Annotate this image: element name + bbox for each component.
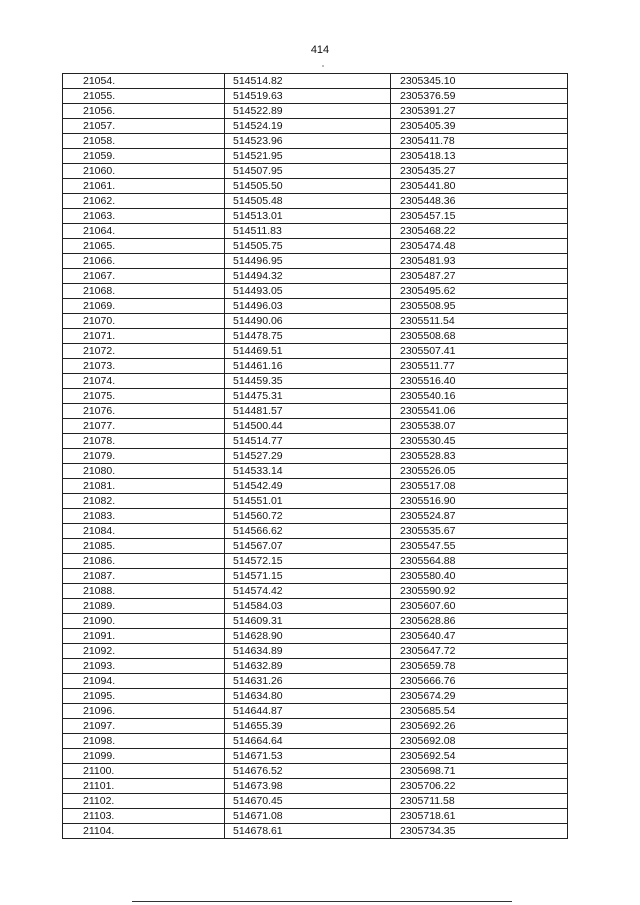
y-coordinate-cell: 2305435.27 [391, 164, 568, 179]
table-row [63, 554, 568, 569]
point-id-cell: 21089. [63, 599, 225, 614]
table-row [63, 524, 568, 539]
table-row [63, 344, 568, 359]
x-coordinate-cell: 514670.45 [225, 794, 391, 809]
x-coordinate-cell: 514678.61 [225, 824, 391, 839]
y-coordinate-cell: 2305674.29 [391, 689, 568, 704]
table-row [63, 614, 568, 629]
point-id-cell: 21083. [63, 509, 225, 524]
table-row [63, 404, 568, 419]
y-coordinate-cell: 2305628.86 [391, 614, 568, 629]
x-coordinate-cell: 514634.80 [225, 689, 391, 704]
y-coordinate-cell: 2305411.78 [391, 134, 568, 149]
x-coordinate-cell: 514671.53 [225, 749, 391, 764]
table-row [63, 269, 568, 284]
point-id-cell: 21080. [63, 464, 225, 479]
point-id-cell: 21072. [63, 344, 225, 359]
point-id-cell: 21096. [63, 704, 225, 719]
x-coordinate-cell: 514514.77 [225, 434, 391, 449]
table-row [63, 539, 568, 554]
table-row [63, 434, 568, 449]
x-coordinate-cell: 514664.64 [225, 734, 391, 749]
x-coordinate-cell: 514644.87 [225, 704, 391, 719]
x-coordinate-cell: 514524.19 [225, 119, 391, 134]
y-coordinate-cell: 2305474.48 [391, 239, 568, 254]
x-coordinate-cell: 514519.63 [225, 89, 391, 104]
y-coordinate-cell: 2305734.35 [391, 824, 568, 839]
x-coordinate-cell: 514522.89 [225, 104, 391, 119]
x-coordinate-cell: 514571.15 [225, 569, 391, 584]
scan-artifact [322, 65, 324, 67]
table-row [63, 584, 568, 599]
point-id-cell: 21065. [63, 239, 225, 254]
point-id-cell: 21102. [63, 794, 225, 809]
table-row [63, 224, 568, 239]
table-row [63, 134, 568, 149]
y-coordinate-cell: 2305468.22 [391, 224, 568, 239]
y-coordinate-cell: 2305590.92 [391, 584, 568, 599]
table-row [63, 419, 568, 434]
y-coordinate-cell: 2305530.45 [391, 434, 568, 449]
point-id-cell: 21095. [63, 689, 225, 704]
point-id-cell: 21099. [63, 749, 225, 764]
x-coordinate-cell: 514494.32 [225, 269, 391, 284]
x-coordinate-cell: 514496.03 [225, 299, 391, 314]
x-coordinate-cell: 514511.83 [225, 224, 391, 239]
point-id-cell: 21097. [63, 719, 225, 734]
table-row [63, 689, 568, 704]
point-id-cell: 21059. [63, 149, 225, 164]
x-coordinate-cell: 514493.05 [225, 284, 391, 299]
point-id-cell: 21082. [63, 494, 225, 509]
point-id-cell: 21074. [63, 374, 225, 389]
y-coordinate-cell: 2305448.36 [391, 194, 568, 209]
point-id-cell: 21090. [63, 614, 225, 629]
table-row [63, 764, 568, 779]
y-coordinate-cell: 2305526.05 [391, 464, 568, 479]
x-coordinate-cell: 514514.82 [225, 74, 391, 89]
y-coordinate-cell: 2305517.08 [391, 479, 568, 494]
x-coordinate-cell: 514500.44 [225, 419, 391, 434]
table-row [63, 119, 568, 134]
table-row [63, 779, 568, 794]
x-coordinate-cell: 514469.51 [225, 344, 391, 359]
y-coordinate-cell: 2305706.22 [391, 779, 568, 794]
x-coordinate-cell: 514505.48 [225, 194, 391, 209]
table-row [63, 719, 568, 734]
x-coordinate-cell: 514584.03 [225, 599, 391, 614]
table-row [63, 629, 568, 644]
point-id-cell: 21101. [63, 779, 225, 794]
table-row [63, 659, 568, 674]
y-coordinate-cell: 2305538.07 [391, 419, 568, 434]
point-id-cell: 21078. [63, 434, 225, 449]
x-coordinate-cell: 514609.31 [225, 614, 391, 629]
y-coordinate-cell: 2305391.27 [391, 104, 568, 119]
y-coordinate-cell: 2305376.59 [391, 89, 568, 104]
table-row [63, 89, 568, 104]
x-coordinate-cell: 514507.95 [225, 164, 391, 179]
point-id-cell: 21104. [63, 824, 225, 839]
point-id-cell: 21058. [63, 134, 225, 149]
x-coordinate-cell: 514572.15 [225, 554, 391, 569]
x-coordinate-cell: 514551.01 [225, 494, 391, 509]
y-coordinate-cell: 2305511.54 [391, 314, 568, 329]
x-coordinate-cell: 514523.96 [225, 134, 391, 149]
y-coordinate-cell: 2305580.40 [391, 569, 568, 584]
y-coordinate-cell: 2305516.90 [391, 494, 568, 509]
table-row [63, 314, 568, 329]
table-row [63, 329, 568, 344]
y-coordinate-cell: 2305405.39 [391, 119, 568, 134]
table-row [63, 464, 568, 479]
table-row [63, 749, 568, 764]
table-row [63, 494, 568, 509]
table-row [63, 389, 568, 404]
x-coordinate-cell: 514631.26 [225, 674, 391, 689]
point-id-cell: 21103. [63, 809, 225, 824]
y-coordinate-cell: 2305516.40 [391, 374, 568, 389]
y-coordinate-cell: 2305441.80 [391, 179, 568, 194]
point-id-cell: 21067. [63, 269, 225, 284]
point-id-cell: 21100. [63, 764, 225, 779]
y-coordinate-cell: 2305540.16 [391, 389, 568, 404]
point-id-cell: 21055. [63, 89, 225, 104]
y-coordinate-cell: 2305564.88 [391, 554, 568, 569]
point-id-cell: 21092. [63, 644, 225, 659]
table-row [63, 74, 568, 89]
point-id-cell: 21062. [63, 194, 225, 209]
point-id-cell: 21084. [63, 524, 225, 539]
x-coordinate-cell: 514671.08 [225, 809, 391, 824]
y-coordinate-cell: 2305495.62 [391, 284, 568, 299]
table-row [63, 284, 568, 299]
bottom-rule [132, 901, 512, 902]
table-row [63, 479, 568, 494]
table-row [63, 149, 568, 164]
point-id-cell: 21086. [63, 554, 225, 569]
x-coordinate-cell: 514527.29 [225, 449, 391, 464]
y-coordinate-cell: 2305692.54 [391, 749, 568, 764]
x-coordinate-cell: 514490.06 [225, 314, 391, 329]
x-coordinate-cell: 514461.16 [225, 359, 391, 374]
table-row [63, 164, 568, 179]
point-id-cell: 21073. [63, 359, 225, 374]
y-coordinate-cell: 2305541.06 [391, 404, 568, 419]
table-row [63, 704, 568, 719]
y-coordinate-cell: 2305535.67 [391, 524, 568, 539]
table-row [63, 374, 568, 389]
table-row [63, 359, 568, 374]
y-coordinate-cell: 2305487.27 [391, 269, 568, 284]
y-coordinate-cell: 2305457.15 [391, 209, 568, 224]
table-row [63, 644, 568, 659]
point-id-cell: 21069. [63, 299, 225, 314]
y-coordinate-cell: 2305698.71 [391, 764, 568, 779]
y-coordinate-cell: 2305481.93 [391, 254, 568, 269]
y-coordinate-cell: 2305607.60 [391, 599, 568, 614]
x-coordinate-cell: 514574.42 [225, 584, 391, 599]
page-number: 414 [310, 44, 330, 56]
point-id-cell: 21094. [63, 674, 225, 689]
table-row [63, 734, 568, 749]
x-coordinate-cell: 514567.07 [225, 539, 391, 554]
table-row [63, 599, 568, 614]
table-row [63, 509, 568, 524]
coordinate-table [62, 73, 567, 839]
y-coordinate-cell: 2305640.47 [391, 629, 568, 644]
x-coordinate-cell: 514673.98 [225, 779, 391, 794]
x-coordinate-cell: 514459.35 [225, 374, 391, 389]
table-row [63, 794, 568, 809]
x-coordinate-cell: 514513.01 [225, 209, 391, 224]
point-id-cell: 21085. [63, 539, 225, 554]
y-coordinate-cell: 2305418.13 [391, 149, 568, 164]
table-row [63, 239, 568, 254]
x-coordinate-cell: 514542.49 [225, 479, 391, 494]
x-coordinate-cell: 514505.75 [225, 239, 391, 254]
point-id-cell: 21076. [63, 404, 225, 419]
point-id-cell: 21071. [63, 329, 225, 344]
point-id-cell: 21081. [63, 479, 225, 494]
table-row [63, 824, 568, 839]
x-coordinate-cell: 514505.50 [225, 179, 391, 194]
y-coordinate-cell: 2305508.95 [391, 299, 568, 314]
table-row [63, 569, 568, 584]
y-coordinate-cell: 2305666.76 [391, 674, 568, 689]
x-coordinate-cell: 514478.75 [225, 329, 391, 344]
point-id-cell: 21088. [63, 584, 225, 599]
y-coordinate-cell: 2305692.26 [391, 719, 568, 734]
point-id-cell: 21070. [63, 314, 225, 329]
point-id-cell: 21068. [63, 284, 225, 299]
y-coordinate-cell: 2305511.77 [391, 359, 568, 374]
table-row [63, 299, 568, 314]
point-id-cell: 21093. [63, 659, 225, 674]
y-coordinate-cell: 2305692.08 [391, 734, 568, 749]
coordinate-table-body [63, 74, 568, 839]
y-coordinate-cell: 2305647.72 [391, 644, 568, 659]
x-coordinate-cell: 514632.89 [225, 659, 391, 674]
y-coordinate-cell: 2305507.41 [391, 344, 568, 359]
x-coordinate-cell: 514560.72 [225, 509, 391, 524]
x-coordinate-cell: 514521.95 [225, 149, 391, 164]
table-row [63, 104, 568, 119]
table-row [63, 449, 568, 464]
y-coordinate-cell: 2305659.78 [391, 659, 568, 674]
y-coordinate-cell: 2305508.68 [391, 329, 568, 344]
point-id-cell: 21066. [63, 254, 225, 269]
point-id-cell: 21064. [63, 224, 225, 239]
point-id-cell: 21075. [63, 389, 225, 404]
point-id-cell: 21079. [63, 449, 225, 464]
point-id-cell: 21056. [63, 104, 225, 119]
y-coordinate-cell: 2305547.55 [391, 539, 568, 554]
table-row [63, 209, 568, 224]
point-id-cell: 21087. [63, 569, 225, 584]
x-coordinate-cell: 514634.89 [225, 644, 391, 659]
x-coordinate-cell: 514628.90 [225, 629, 391, 644]
point-id-cell: 21063. [63, 209, 225, 224]
point-id-cell: 21077. [63, 419, 225, 434]
y-coordinate-cell: 2305345.10 [391, 74, 568, 89]
point-id-cell: 21054. [63, 74, 225, 89]
x-coordinate-cell: 514496.95 [225, 254, 391, 269]
table-row [63, 194, 568, 209]
point-id-cell: 21098. [63, 734, 225, 749]
x-coordinate-cell: 514481.57 [225, 404, 391, 419]
table-row [63, 809, 568, 824]
y-coordinate-cell: 2305524.87 [391, 509, 568, 524]
table-row [63, 179, 568, 194]
x-coordinate-cell: 514655.39 [225, 719, 391, 734]
table-row [63, 254, 568, 269]
point-id-cell: 21091. [63, 629, 225, 644]
x-coordinate-cell: 514533.14 [225, 464, 391, 479]
x-coordinate-cell: 514566.62 [225, 524, 391, 539]
y-coordinate-cell: 2305718.61 [391, 809, 568, 824]
point-id-cell: 21061. [63, 179, 225, 194]
point-id-cell: 21057. [63, 119, 225, 134]
table-row [63, 674, 568, 689]
point-id-cell: 21060. [63, 164, 225, 179]
y-coordinate-cell: 2305685.54 [391, 704, 568, 719]
y-coordinate-cell: 2305528.83 [391, 449, 568, 464]
x-coordinate-cell: 514475.31 [225, 389, 391, 404]
y-coordinate-cell: 2305711.58 [391, 794, 568, 809]
x-coordinate-cell: 514676.52 [225, 764, 391, 779]
